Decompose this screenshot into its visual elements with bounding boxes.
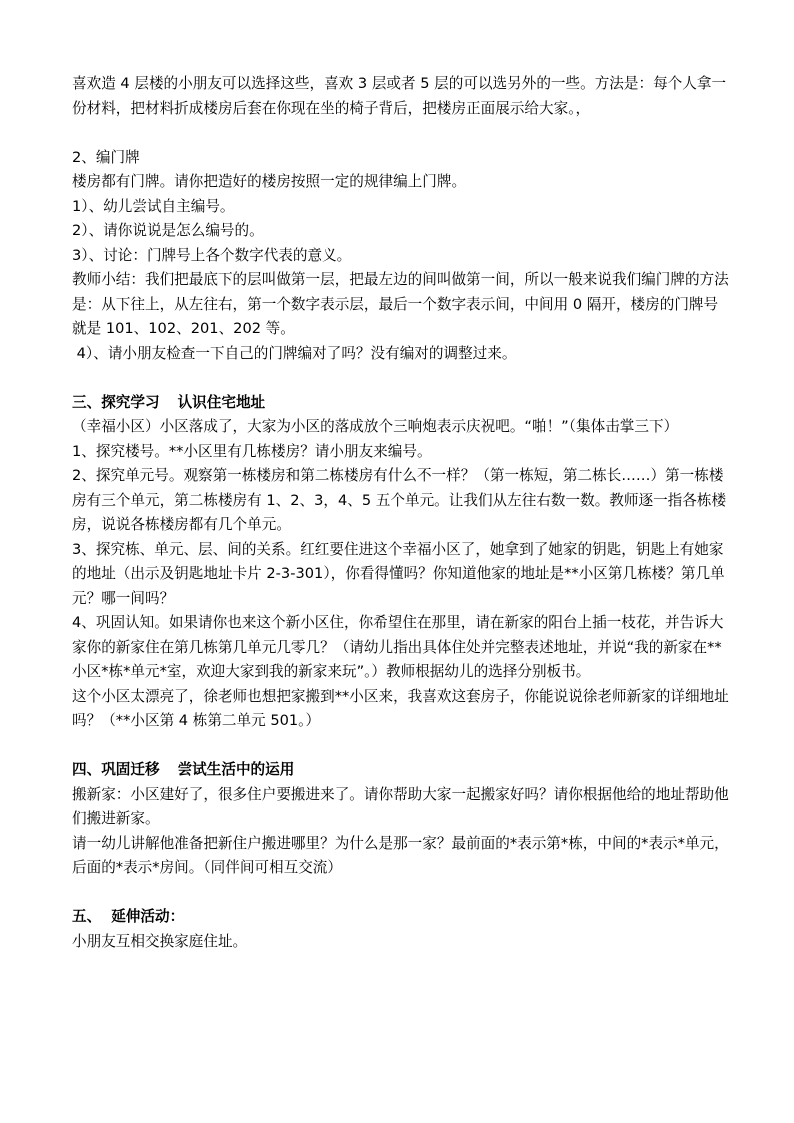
part-3-title: 三、探究学习 [72,393,160,411]
part-5-subtitle: 延伸活动： [111,908,185,925]
section-2-step-3: 3）、讨论：门牌号上各个数字代表的意义。 [72,246,352,264]
part-3-closing: 这个小区太漂亮了，徐老师也想把家搬到**小区来，我喜欢这套房子，你能说说徐老师新家的详细地址吗？（**小区第 4 栋第二单元 501。） [72,687,729,729]
part-3-item-4: 4、巩固认知。如果请你也来这个新小区住，你希望住在那里，请在新家的阳台上插一枝花，并告诉大家你的新家住在第几栋第几单元几零几？（请幼儿指出具体住处并完整表述地址，并说“我的新家在**小区*栋*单元*室，欢迎大家到我的新家来玩”。）教师根据幼儿的选择分别板书。 [72,614,724,680]
part-3-item-3: 3、探究栋、单元、层、间的关系。红红要住进这个幸福小区了，她拿到了她家的钥匙，钥匙上有她家的地址（出示及钥匙地址卡片 2-3-301），你看得懂吗？你知道他家的地址是**小区第几栋楼？第几单元？哪一间吗？ [72,540,725,607]
part-4-title: 四、巩固迁移 [72,761,160,778]
intro-paragraph: 喜欢造 4 层楼的小朋友可以选择这些，喜欢 3 层或者 5 层的可以选另外的一些。方法是：每个人拿一份材料，把材料折成楼房后套在你现在坐的椅子背后，把楼房正面展示给大家。， [72,75,727,117]
section-2-title: 2、编门牌 [72,148,140,166]
part-4-paragraph-1: 搬新家：小区建好了，很多住户要搬进来了。请你帮助大家一起搬家好吗？请你根据他给的地址帮助他们搬进新家。 [72,785,729,827]
section-2-step-1: 1）、幼儿尝试自主编号。 [72,197,235,215]
spacer [72,881,732,906]
section-2-step-4: 4）、请小朋友检查一下自己的门牌编对了吗？没有编对的调整过来。 [72,344,517,362]
spacer [72,734,732,759]
part-5-paragraph: 小朋友互相交换家庭住址。 [72,932,248,950]
part-5-title: 五、 [72,908,102,925]
document-page [72,72,732,954]
part-4-paragraph-2: 请一幼儿讲解他准备把新住户搬进哪里？为什么是那一家？最前面的*表示第*栋，中间的*表示*单元，后面的*表示*房间。（同伴间可相互交流） [72,834,729,876]
section-2-step-2: 2）、请你说说是怎么编号的。 [72,222,264,239]
part-3-heading [72,391,732,416]
spacer [72,366,732,391]
part-5-heading [72,905,732,930]
part-3-subtitle: 认识住宅地址 [177,393,266,411]
part-3-item-2: 2、探究单元号。观察第一栋楼房和第二栋楼房有什么不一样？（第一栋短，第二栋长……）第一栋楼房有三个单元，第二栋楼房有 1、2、3，4、5 五个单元。让我们从左往右数一数。教师逐一指各栋楼房，说说各栋楼房都有几个单元。 [72,467,727,533]
teacher-summary: 教师小结：我们把最底下的层叫做第一层，把最左边的间叫做第一间，所以一般来说我们编门牌的方法是：从下往上，从左往右，第一个数字表示层，最后一个数字表示间，中间用 0 隔开，楼房的门牌号就是 101、102、201、202 等。 [72,271,729,337]
part-4-heading [72,758,732,783]
spacer [72,121,732,146]
part-3-item-1: 1、探究楼号。**小区里有几栋楼房？请小朋友来编号。 [72,442,432,460]
part-4-subtitle: 尝试生活中的运用 [177,761,295,778]
section-2-lead: 楼房都有门牌。请你把造好的楼房按照一定的规律编上门牌。 [72,173,467,190]
part-3-intro: （幸福小区）小区落成了，大家为小区的落成放个三响炮表示庆祝吧。“啪！”（集体击掌三下） [72,418,679,435]
